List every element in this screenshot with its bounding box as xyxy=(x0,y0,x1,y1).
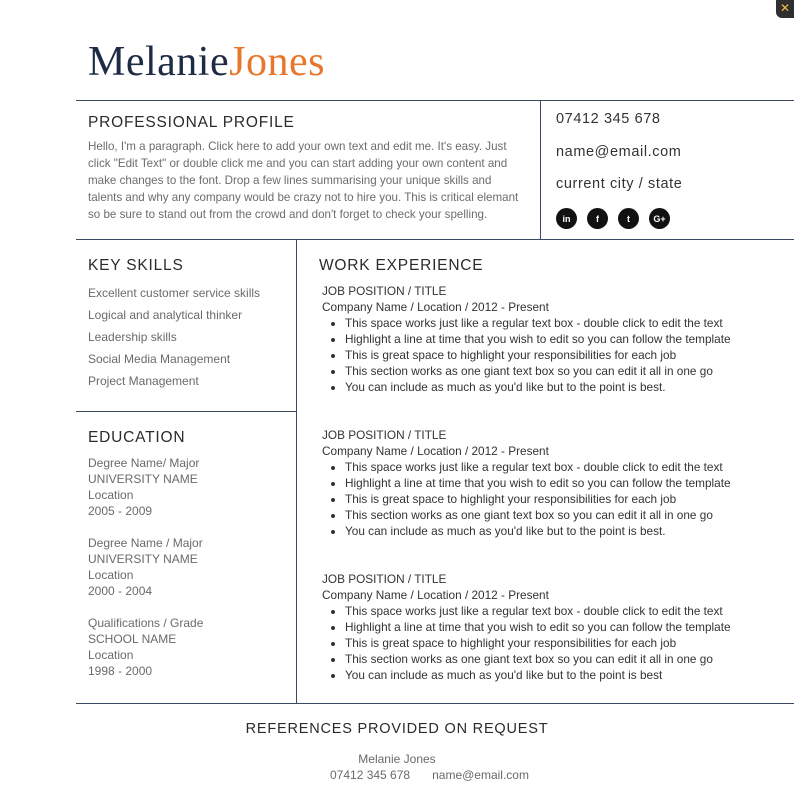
job-bullet: • This section works as one giant text box so you can edit it all in one go xyxy=(345,507,762,523)
divider xyxy=(76,239,794,240)
edu-degree: Qualifications / Grade xyxy=(88,616,204,630)
first-name: Melanie xyxy=(88,39,230,85)
edu-location: Location xyxy=(88,568,134,582)
skill-item: Logical and analytical thinker xyxy=(88,308,243,322)
skills-title: KEY SKILLS xyxy=(88,257,184,274)
references-name: Melanie Jones xyxy=(358,752,436,766)
references-contact xyxy=(330,768,529,782)
skill-item: Social Media Management xyxy=(88,352,231,366)
job-bullet: • Highlight a line at time that you wish to edit so you can follow the template xyxy=(345,331,762,347)
references-email[interactable]: name@email.com xyxy=(432,768,529,782)
experience-title: WORK EXPERIENCE xyxy=(319,257,484,274)
job-company: Company Name / Location / 2012 - Present xyxy=(322,300,549,314)
edu-degree: Degree Name / Major xyxy=(88,536,203,550)
edu-years: 2000 - 2004 xyxy=(88,584,153,598)
job-bullets xyxy=(322,603,762,683)
edu-school: UNIVERSITY NAME xyxy=(88,552,198,566)
job-bullet: • This is great space to highlight your responsibilities for each job xyxy=(345,347,762,363)
divider xyxy=(76,100,794,101)
edu-years: 1998 - 2000 xyxy=(88,664,153,678)
linkedin-icon[interactable]: in xyxy=(556,208,577,229)
divider xyxy=(540,100,541,239)
job-position: JOB POSITION / TITLE xyxy=(322,428,447,442)
education-entry xyxy=(88,615,203,679)
skill-item: Excellent customer service skills xyxy=(88,286,261,300)
facebook-icon[interactable]: f xyxy=(587,208,608,229)
social-links xyxy=(556,208,670,229)
close-icon[interactable]: ✕ xyxy=(776,0,794,18)
job-entry xyxy=(322,427,762,539)
skill-item: Leadership skills xyxy=(88,330,177,344)
references-title: REFERENCES PROVIDED ON REQUEST xyxy=(245,721,549,737)
contact-email[interactable]: name@email.com xyxy=(556,144,682,160)
job-bullet: • This section works as one giant text box so you can edit it all in one go xyxy=(345,651,762,667)
job-bullet: • Highlight a line at time that you wish to edit so you can follow the template xyxy=(345,475,762,491)
divider xyxy=(76,703,794,704)
google-plus-icon[interactable]: G+ xyxy=(649,208,670,229)
profile-text[interactable]: Hello, I'm a paragraph. Click here to add your own text and edit me. It's easy. Just click "Edit Text" or double click me and you can start adding your own content and make changes to the font. Drop a few lines summarising your unique skills and talents and why any company would be crazy not to hire you. This is critical elemant so be sure to stand out from the crowd and don't forget to check your spelling. xyxy=(88,140,519,221)
education-entry xyxy=(88,535,203,599)
education-entry xyxy=(88,455,199,519)
edu-school: SCHOOL NAME xyxy=(88,632,177,646)
job-bullet: • Highlight a line at time that you wish to edit so you can follow the template xyxy=(345,619,762,635)
references-phone: 07412 345 678 xyxy=(330,768,411,782)
last-name: Jones xyxy=(229,39,325,85)
edu-years: 2005 - 2009 xyxy=(88,504,153,518)
skill-item: Project Management xyxy=(88,374,199,388)
job-bullet: • You can include as much as you'd like but to the point is best. xyxy=(345,379,762,395)
job-bullet: • This space works just like a regular text box - double click to edit the text xyxy=(345,603,762,619)
job-bullet: • You can include as much as you'd like but to the point is best xyxy=(345,667,762,683)
job-bullet: • You can include as much as you'd like but to the point is best. xyxy=(345,523,762,539)
job-bullet: • This is great space to highlight your responsibilities for each job xyxy=(345,491,762,507)
contact-location: current city / state xyxy=(556,176,683,192)
twitter-icon[interactable]: t xyxy=(618,208,639,229)
job-entry xyxy=(322,283,762,395)
job-bullets xyxy=(322,315,762,395)
edu-location: Location xyxy=(88,648,134,662)
divider xyxy=(296,239,297,703)
job-entry xyxy=(322,571,762,683)
contact-phone: 07412 345 678 xyxy=(556,111,661,127)
job-company: Company Name / Location / 2012 - Present xyxy=(322,588,549,602)
profile-title: PROFESSIONAL PROFILE xyxy=(88,114,295,131)
education-title: EDUCATION xyxy=(88,429,186,446)
edu-school: UNIVERSITY NAME xyxy=(88,472,198,486)
job-bullet: • This section works as one giant text box so you can edit it all in one go xyxy=(345,363,762,379)
job-position: JOB POSITION / TITLE xyxy=(322,572,447,586)
edu-degree: Degree Name/ Major xyxy=(88,456,200,470)
job-bullet: • This space works just like a regular text box - double click to edit the text xyxy=(345,315,762,331)
job-bullets xyxy=(322,459,762,539)
job-position: JOB POSITION / TITLE xyxy=(322,284,447,298)
job-company: Company Name / Location / 2012 - Present xyxy=(322,444,549,458)
edu-location: Location xyxy=(88,488,134,502)
resume-name xyxy=(88,38,325,86)
job-bullet: • This is great space to highlight your responsibilities for each job xyxy=(345,635,762,651)
divider xyxy=(76,411,296,412)
job-bullet: • This space works just like a regular text box - double click to edit the text xyxy=(345,459,762,475)
